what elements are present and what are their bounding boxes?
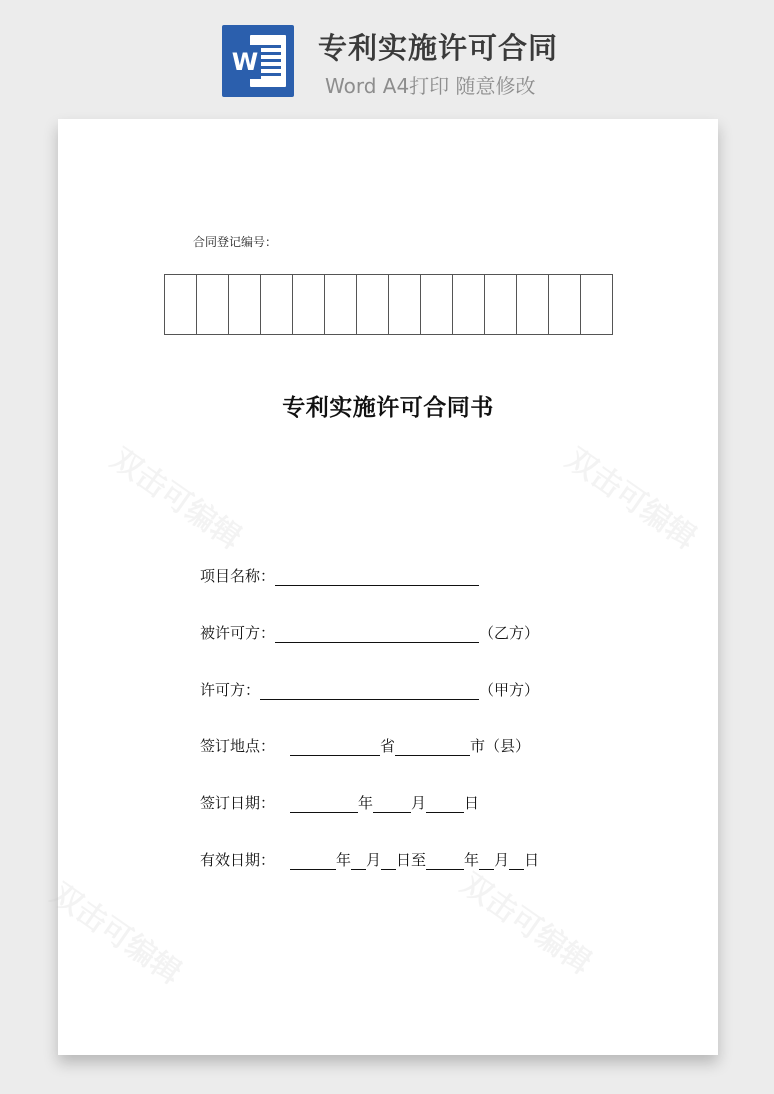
project-name-blank[interactable] <box>275 568 479 586</box>
valid-to-connector: 日至 <box>396 851 427 869</box>
registration-digit-box[interactable] <box>229 274 261 335</box>
registration-number-boxes <box>164 274 613 335</box>
province-unit: 省 <box>380 737 396 755</box>
signing-day-unit: 日 <box>464 794 480 812</box>
valid-from-year-unit: 年 <box>336 851 352 869</box>
signing-date-field <box>200 793 479 813</box>
signing-month-blank[interactable] <box>373 795 411 813</box>
valid-to-month-unit: 月 <box>494 851 510 869</box>
registration-digit-box[interactable] <box>517 274 549 335</box>
licensee-field <box>200 623 539 643</box>
signing-place-field <box>200 736 530 756</box>
registration-digit-box[interactable] <box>165 274 197 335</box>
valid-from-day-blank[interactable] <box>381 852 396 870</box>
registration-digit-box[interactable] <box>581 274 613 335</box>
licensor-label: 许可方： <box>200 681 261 699</box>
document-title: 专利实施许可合同书 <box>282 395 494 421</box>
valid-to-day-blank[interactable] <box>509 852 524 870</box>
signing-day-blank[interactable] <box>426 795 464 813</box>
logo-letter: W <box>229 45 261 79</box>
header-title: 专利实施许可合同 <box>318 31 559 65</box>
signing-year-unit: 年 <box>358 794 374 812</box>
watermark-1: 双击可编辑 <box>104 441 248 557</box>
watermark-2: 双击可编辑 <box>559 441 703 557</box>
watermark-4: 双击可编辑 <box>454 866 598 982</box>
city-blank[interactable] <box>395 738 470 756</box>
city-unit: 市（县） <box>470 737 531 755</box>
registration-digit-box[interactable] <box>357 274 389 335</box>
registration-digit-box[interactable] <box>485 274 517 335</box>
valid-from-month-unit: 月 <box>366 851 382 869</box>
valid-to-day-unit: 日 <box>524 851 540 869</box>
signing-year-blank[interactable] <box>290 795 358 813</box>
registration-digit-box[interactable] <box>261 274 293 335</box>
header-subtitle: Word A4打印 随意修改 <box>325 74 536 98</box>
registration-digit-box[interactable] <box>197 274 229 335</box>
licensee-suffix: （乙方） <box>479 624 540 642</box>
project-name-field <box>200 566 479 586</box>
registration-digit-box[interactable] <box>453 274 485 335</box>
licensor-field <box>200 680 539 700</box>
project-name-label: 项目名称： <box>200 567 276 585</box>
document-page <box>44 119 718 1055</box>
valid-to-year-blank[interactable] <box>426 852 464 870</box>
registration-digit-box[interactable] <box>549 274 581 335</box>
registration-digit-box[interactable] <box>421 274 453 335</box>
registration-digit-box[interactable] <box>389 274 421 335</box>
province-blank[interactable] <box>290 738 380 756</box>
valid-from-month-blank[interactable] <box>351 852 366 870</box>
registration-digit-box[interactable] <box>293 274 325 335</box>
licensee-blank[interactable] <box>275 625 479 643</box>
signing-date-label: 签订日期： <box>200 794 276 812</box>
signing-place-label: 签订地点： <box>200 737 276 755</box>
watermark-3: 双击可编辑 <box>44 876 188 992</box>
registration-digit-box[interactable] <box>325 274 357 335</box>
valid-period-label: 有效日期： <box>200 851 276 869</box>
signing-month-unit: 月 <box>411 794 427 812</box>
registration-number-label: 合同登记编号： <box>193 235 278 249</box>
licensor-blank[interactable] <box>260 682 479 700</box>
valid-from-year-blank[interactable] <box>290 852 336 870</box>
licensor-suffix: （甲方） <box>479 681 540 699</box>
word-document-icon <box>222 25 294 97</box>
valid-to-year-unit: 年 <box>464 851 480 869</box>
licensee-label: 被许可方： <box>200 624 276 642</box>
